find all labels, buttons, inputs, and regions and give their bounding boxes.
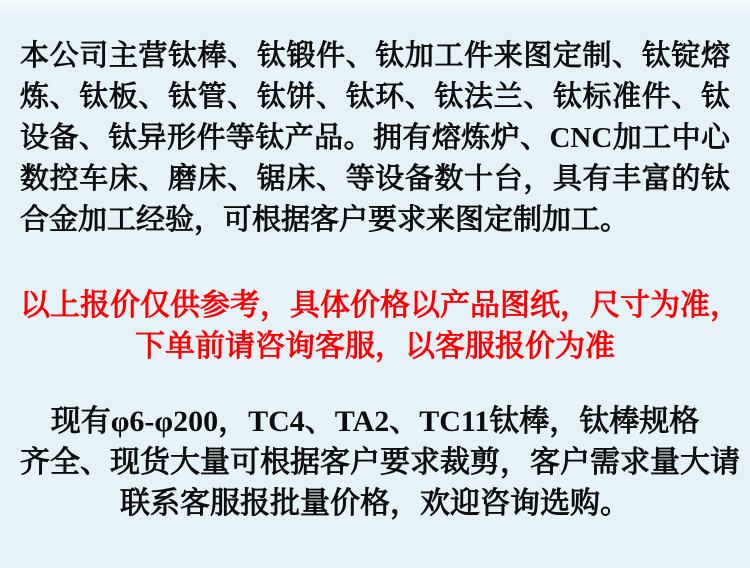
intro-line: 炼、钛板、钛管、钛饼、钛环、钛法兰、钛标准件、钛 xyxy=(20,81,730,113)
price-notice xyxy=(20,285,740,367)
intro-line: 合金加工经验，可根据客户要求来图定制加工。 xyxy=(20,204,630,236)
intro-paragraph xyxy=(20,36,730,241)
intro-line: 数控车床、磨床、锯床、等设备数十台，具有丰富的钛 xyxy=(20,163,730,195)
stock-info-line: 联系客服报批量价格，欢迎咨询选购。 xyxy=(120,487,630,520)
price-notice-line: 以上报价仅供参考，具体价格以产品图纸，尺寸为准， xyxy=(20,289,740,322)
stock-info-line: 齐全、现货大量可根据客户要求裁剪，客户需求量大请 xyxy=(20,446,740,479)
stock-info xyxy=(20,401,740,524)
stock-info-line: 现有φ6-φ200，TC4、TA2、TC11钛棒，钛棒规格 xyxy=(50,405,700,438)
intro-line: 本公司主营钛棒、钛锻件、钛加工件来图定制、钛锭熔 xyxy=(20,40,730,72)
price-notice-line: 下单前请咨询客服，以客服报价为准 xyxy=(135,330,615,363)
intro-line: 设备、钛异形件等钛产品。拥有熔炼炉、CNC加工中心 xyxy=(20,122,730,154)
